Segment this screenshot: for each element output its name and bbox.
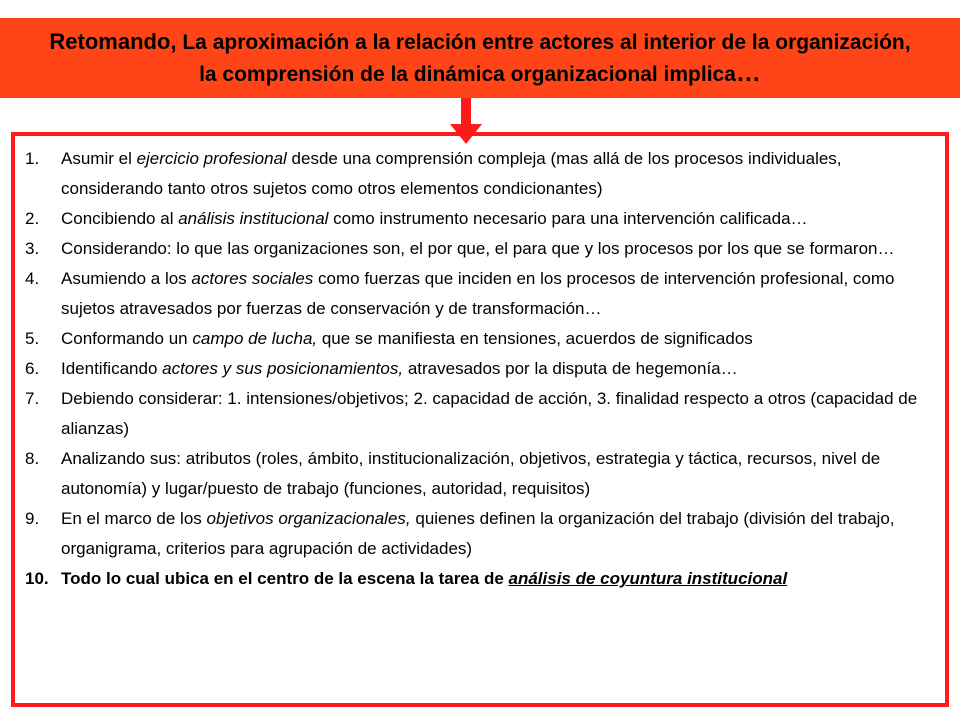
item-emphasis: campo de lucha, [192,329,318,348]
item-emphasis: ejercicio profesional [136,149,287,168]
item-emphasis: objetivos organizacionales, [206,509,411,528]
item-text [61,204,935,234]
item-text [61,504,935,564]
item-text-part: Debiendo considerar: 1. intensiones/objetivos; 2. capacidad de acción, 3. finalidad respecto a otros (capacidad de alianzas) [61,389,918,438]
list-item [25,144,935,204]
header-title [40,27,920,90]
list-item [25,444,935,504]
item-text-part: atravesados por la disputa de hegemonía… [403,359,738,378]
item-number: 3. [25,239,40,258]
list-item [25,264,935,324]
item-text-part: Todo lo cual ubica en el centro de la escena la tarea de [61,569,509,588]
item-text-part: que se manifiesta en tensiones, acuerdos de significados [317,329,753,348]
list-item [25,384,935,444]
item-text [61,264,935,324]
item-number: 10. [25,569,49,588]
item-text-part: Conformando un [61,329,193,348]
item-number: 9. [25,509,40,528]
item-text [61,384,935,444]
numbered-list [25,144,935,594]
item-text [61,354,935,384]
item-text [61,144,935,204]
item-number: 5. [25,329,40,348]
header-body: La aproximación a la relación entre actores al interior de la organización, la comprensión de la dinámica organizacional implica [176,30,911,86]
header-lead: Retomando, [49,28,177,54]
item-text-part: como fuerzas que inciden en los procesos de intervención profesional, como sujetos atravesados por fuerzas de conservación y de transformación… [61,269,895,318]
item-text-part: Analizando sus: atributos (roles, ámbito, institucionalización, objetivos, estrategia y táctica, recursos, nivel de autonomía) y lugar/puesto de trabajo (funciones, autoridad, requisitos) [61,449,881,498]
item-text [61,234,935,264]
item-text-part: Concibiendo al [61,209,179,228]
item-text [61,564,935,594]
header-ellipsis: … [735,58,761,87]
item-number: 7. [25,389,40,408]
list-item [25,354,935,384]
item-text [61,444,935,504]
item-text-part: como instrumento necesario para una intervención calificada… [328,209,808,228]
item-text-part: quienes definen la organización del trabajo (división del trabajo, organigrama, criterios para agrupación de actividades) [61,509,895,558]
item-emphasis: análisis institucional [178,209,329,228]
list-item [25,234,935,264]
item-number: 1. [25,149,40,168]
item-text-part: Considerando: lo que las organizaciones son, el por que, el para que y los procesos por los que se formaron… [61,239,895,258]
item-number: 8. [25,449,40,468]
item-number: 4. [25,269,40,288]
header-banner [0,18,960,98]
content-box [11,132,949,707]
underlined-phrase: análisis de coyuntura institucional [508,569,788,588]
item-number: 2. [25,209,40,228]
list-item [25,324,935,354]
item-text-part: desde una comprensión compleja (mas allá de los procesos individuales, considerando tanto otros sujetos como otros elementos condicionantes) [61,149,842,198]
item-text [61,324,935,354]
item-emphasis: actores y sus posicionamientos, [162,359,404,378]
item-number: 6. [25,359,40,378]
item-text-part: Asumiendo a los [61,269,192,288]
item-text-part: Asumir el [61,149,137,168]
item-emphasis: actores sociales [191,269,314,288]
list-item [25,504,935,564]
item-text-part: En el marco de los [61,509,207,528]
list-item-final [25,564,935,594]
list-item [25,204,935,234]
item-text-part: Identificando [61,359,163,378]
